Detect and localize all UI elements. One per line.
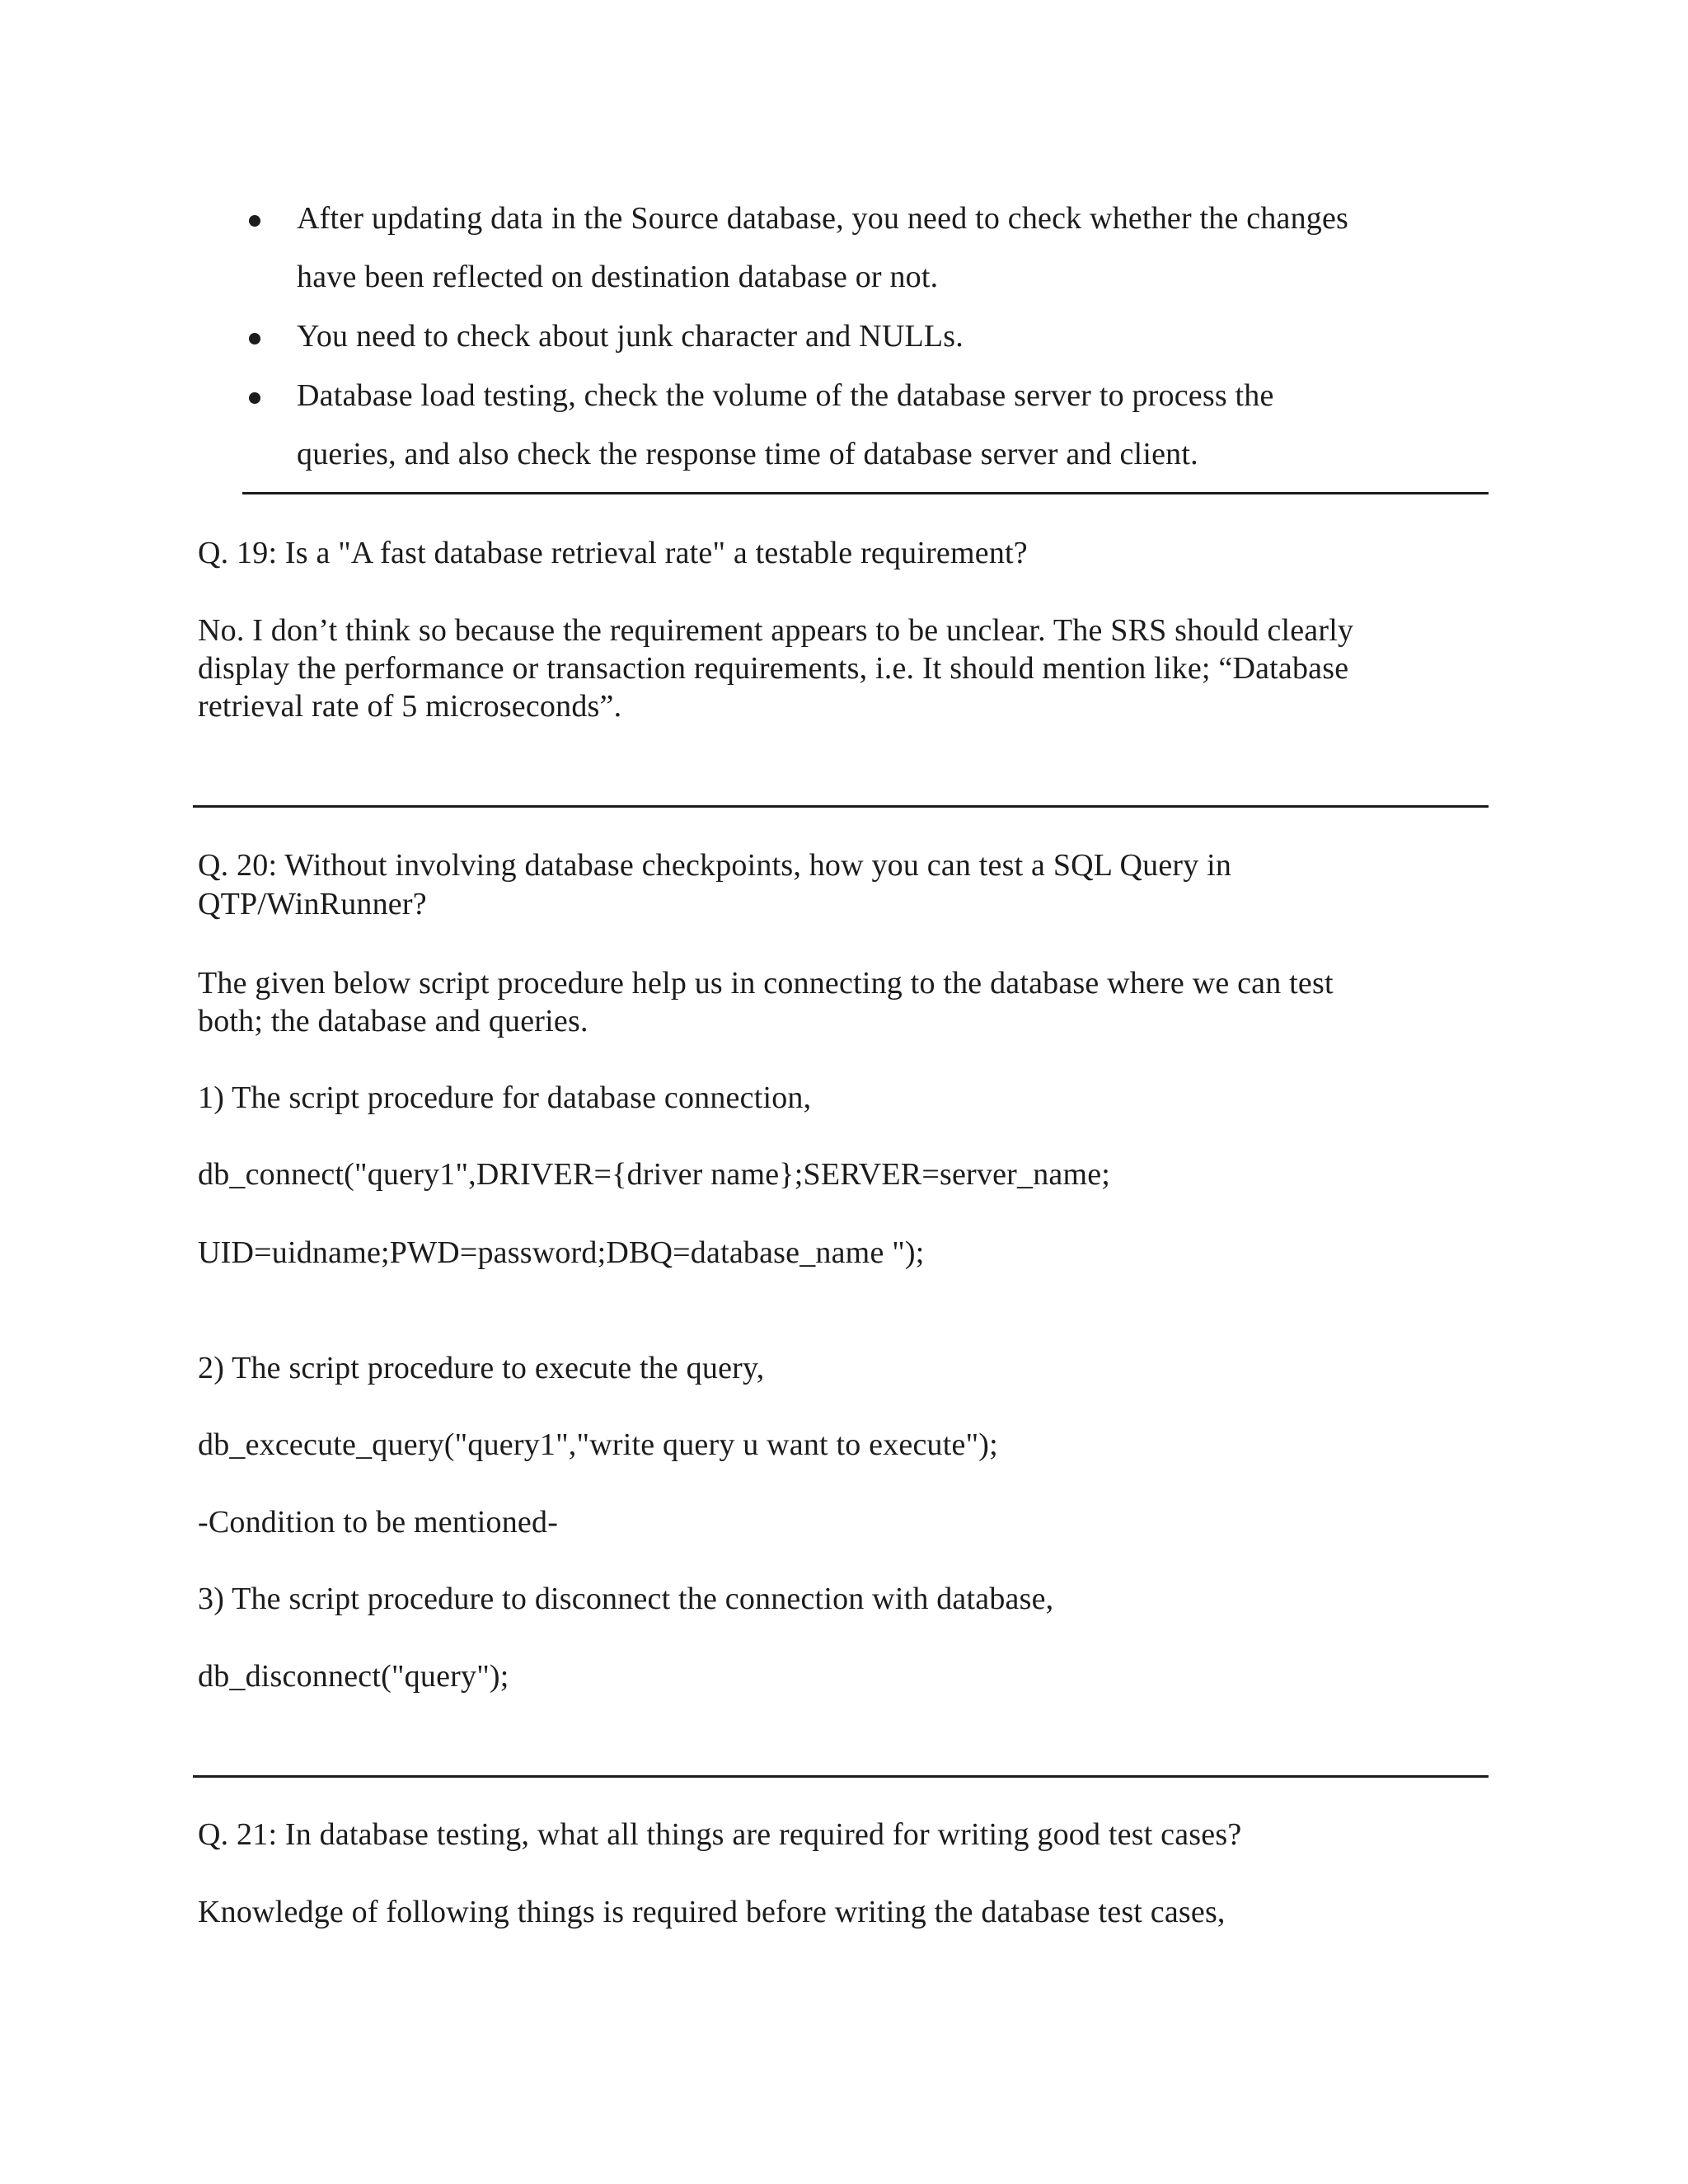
q20-step-1: 1) The script procedure for database connection, bbox=[198, 1080, 812, 1115]
bullet-dot bbox=[249, 333, 260, 344]
q20-intro-line-2: both; the database and queries. bbox=[198, 1004, 588, 1038]
bullet-3-line-1: Database load testing, check the volume of the database server to process the bbox=[297, 378, 1274, 413]
bullet-3-line-2: queries, and also check the response time of database server and client. bbox=[297, 437, 1198, 471]
bullet-2-line-1: You need to check about junk character and NULLs. bbox=[297, 319, 964, 354]
q20-intro-line-1: The given below script procedure help us in connecting to the database where we can test bbox=[198, 966, 1334, 1001]
q19-answer-line-2: display the performance or transaction requirements, i.e. It should mention like; “Database bbox=[198, 651, 1349, 686]
q19-question: Q. 19: Is a "A fast database retrieval rate" a testable requirement? bbox=[198, 536, 1028, 570]
bullet-1-line-2: have been reflected on destination database or not. bbox=[297, 260, 939, 294]
q20-code-execute: db_excecute_query("query1","write query u want to execute"); bbox=[198, 1427, 998, 1462]
q20-question-line-1: Q. 20: Without involving database checkpoints, how you can test a SQL Query in bbox=[198, 848, 1232, 883]
q20-code-disconnect: db_disconnect("query"); bbox=[198, 1659, 509, 1694]
q20-condition: -Condition to be mentioned- bbox=[198, 1505, 559, 1540]
q19-answer-line-3: retrieval rate of 5 microseconds”. bbox=[198, 689, 622, 724]
q21-answer: Knowledge of following things is required before writing the database test cases, bbox=[198, 1895, 1226, 1929]
q19-answer-line-1: No. I don’t think so because the requirement appears to be unclear. The SRS should clearly bbox=[198, 613, 1354, 648]
divider bbox=[193, 1775, 1489, 1778]
q20-step-2: 2) The script procedure to execute the query, bbox=[198, 1351, 765, 1385]
q20-code-connect-line-2: UID=uidname;PWD=password;DBQ=database_name "); bbox=[198, 1235, 925, 1270]
bullet-dot bbox=[249, 392, 260, 404]
divider bbox=[193, 805, 1489, 808]
q20-question-line-2: QTP/WinRunner? bbox=[198, 887, 427, 921]
q20-code-connect-line-1: db_connect("query1",DRIVER={driver name};SERVER=server_name; bbox=[198, 1157, 1111, 1192]
divider bbox=[242, 492, 1489, 494]
bullet-1-line-1: After updating data in the Source database, you need to check whether the changes bbox=[297, 201, 1349, 236]
bullet-dot bbox=[249, 215, 260, 227]
q20-step-3: 3) The script procedure to disconnect the connection with database, bbox=[198, 1582, 1054, 1616]
q21-question: Q. 21: In database testing, what all things are required for writing good test cases? bbox=[198, 1817, 1242, 1852]
